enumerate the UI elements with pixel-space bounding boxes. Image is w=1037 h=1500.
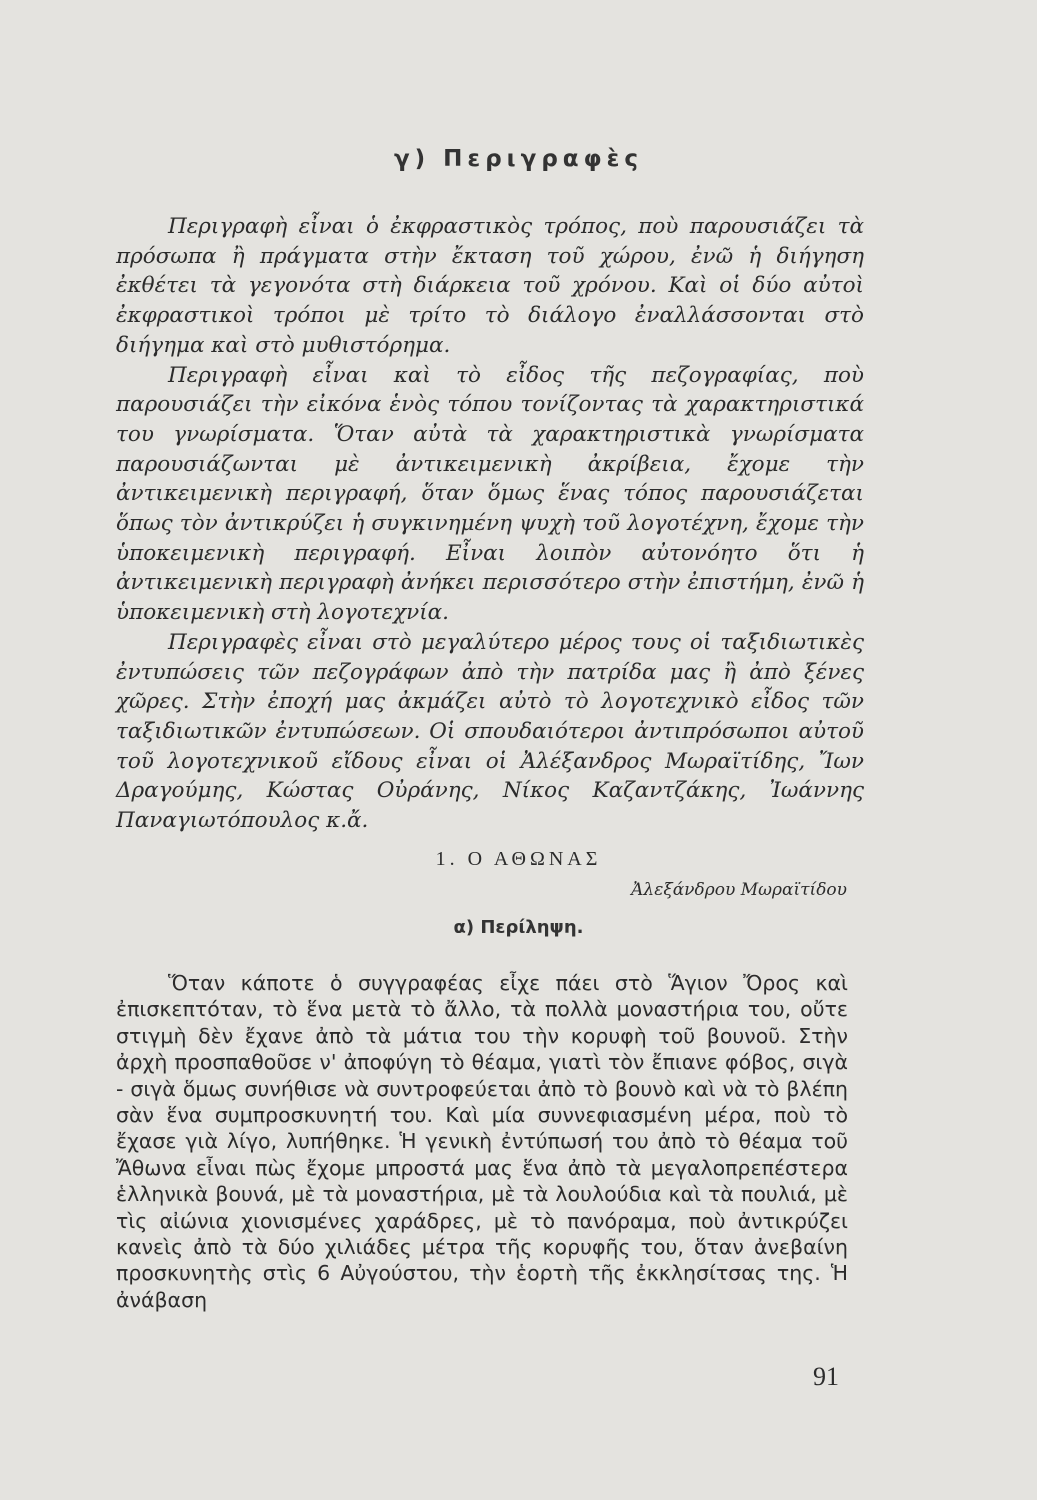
chapter-title: 1. Ο ΑΘΩΝΑΣ [435, 848, 602, 870]
body-paragraph: Ὅταν κάποτε ὁ συγγραφέας εἶχε πάει στὸ Ἅγιον Ὄρος καὶ ἐπισκεπτόταν, τὸ ἕνα μετὰ τὸ ἄλλο, τὰ πολλὰ μοναστήρια του, οὔτε στιγμὴ δὲν ἔχανε ἀπὸ τὰ μάτια του τὴν κορυφὴ τοῦ βουνοῦ. Στὴν ἀρχὴ προσπαθοῦσε ν' ἀποφύγη τὸ θέαμα, γιατὶ τὸν ἔπιανε φόβος, σιγὰ - σιγὰ ὅμως συνήθισε νὰ συντροφεύεται ἀπὸ τὸ βουνὸ καὶ νὰ τὸ βλέπη σὰν ἕνα συμπροσκυνητή του. Καὶ μία συννεφιασμένη μέρα, ποὺ τὸ ἔχασε γιὰ λίγο, λυπήθηκε. Ἡ γενικὴ ἐντύπωσή του ἀπὸ τὸ θέαμα τοῦ Ἄθωνα εἶναι πὼς ἔχομε μπροστά μας ἕνα ἀπὸ τὰ μεγαλοπρεπέστερα ἑλληνικὰ βουνά, μὲ τὰ μοναστήρια, μὲ τὰ λουλούδια καὶ τὰ πουλιά, μὲ τὶς αἰώνια χιονισμένες χαράδρες, μὲ τὸ πανόραμα, ποὺ ἀντικρύζει κανεὶς ἀπὸ τὰ δύο χιλιάδες μέτρα τῆς κορυφῆς του, ὅταν ἀνεβαίνη προσκυνητὴς στὶς 6 Αὐγούστου, τὴν ἑορτὴ τῆς ἐκκλησίτσας της. Ἡ ἀνάβαση [116, 971, 848, 1312]
intro-paragraph: Περιγραφὴ εἶναι καὶ τὸ εἶδος τῆς πεζογραφίας, ποὺ παρουσιάζει τὴν εἰκόνα ἑνὸς τόπου τονίζοντας τὰ χαρακτηριστικά του γνωρίσματα. Ὅταν αὐτὰ τὰ χαρακτηριστικὰ γνωρίσματα παρουσιάζωνται μὲ ἀντικειμενικὴ ἀκρίβεια, ἔχομε τὴν ἀντικειμενικὴ περιγραφή, ὅταν ὅμως ἕνας τόπος παρουσιάζεται ὅπως τὸν ἀντικρύζει ἡ συγκινημένη ψυχὴ τοῦ λογοτέχνη, ἔχομε τὴν ὑποκειμενικὴ περιγραφή. Εἶναι λοιπὸν αὐτονόητο ὅτι ἡ ἀντικειμενικὴ περιγραφὴ ἀνήκει περισσότερο στὴν ἐπιστήμη, ἐνῶ ἡ ὑποκειμενικὴ στὴ λογοτεχνία. [116, 362, 864, 626]
intro-paragraph: Περιγραφὴ εἶναι ὁ ἐκφραστικὸς τρόπος, ποὺ παρουσιάζει τὰ πρόσωπα ἢ πράγματα στὴν ἔκταση τοῦ χώρου, ἐνῶ ἡ διήγηση ἐκθέτει τὰ γεγονότα στὴ διάρκεια τοῦ χρόνου. Καὶ οἱ δύο αὐτοὶ ἐκφραστικοὶ τρόποι μὲ τρίτο τὸ διάλογο ἐναλλάσσονται στὸ διήγημα καὶ στὸ μυθιστόρημα. [116, 214, 864, 358]
intro-text [116, 212, 864, 836]
intro-paragraph: Περιγραφὲς εἶναι στὸ μεγαλύτερο μέρος τους οἱ ταξιδιωτικὲς ἐντυπώσεις τῶν πεζογράφων ἀπὸ τὴν πατρίδα μας ἢ ἀπὸ ξένες χῶρες. Στὴν ἐποχή μας ἀκμάζει αὐτὸ τὸ λογοτεχνικὸ εἶδος τῶν ταξιδιωτικῶν ἐντυπώσεων. Οἱ σπουδαιότεροι ἀντιπρόσωποι αὐτοῦ τοῦ λογοτεχνικοῦ εἴδους εἶναι οἱ Ἀλέξανδρος Μωραϊτίδης, Ἴων Δραγούμης, Κώστας Οὐράνης, Νίκος Καζαντζάκης, Ἰωάννης Παναγιωτόπουλος κ.ἄ. [116, 629, 864, 834]
subheading: α) Περίληψη. [453, 917, 584, 938]
section-title: γ) Περιγραφὲς [393, 146, 644, 172]
body-text [116, 970, 848, 1313]
chapter-author: Ἀλεξάνδρου Μωραϊτίδου [631, 880, 847, 900]
page-number: 91 [813, 1362, 839, 1391]
